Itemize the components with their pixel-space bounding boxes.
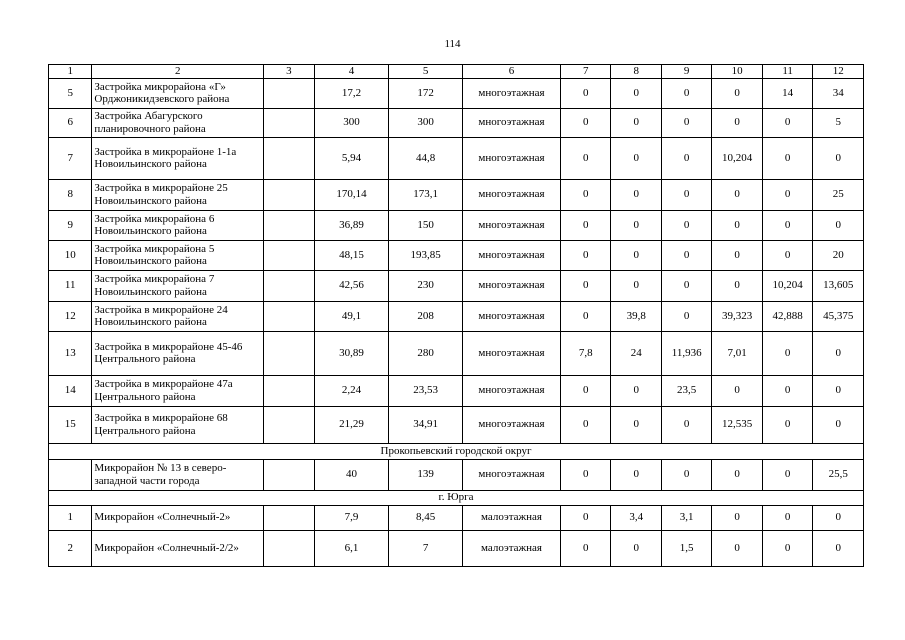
table-cell: 0 bbox=[762, 108, 812, 137]
table-cell: 45,375 bbox=[813, 301, 864, 331]
table-row bbox=[49, 78, 864, 108]
table-cell bbox=[264, 375, 314, 406]
table-cell: 0 bbox=[661, 406, 711, 443]
table-cell: 0 bbox=[712, 78, 762, 108]
table-cell: 0 bbox=[611, 375, 661, 406]
table-cell: 0 bbox=[560, 179, 610, 210]
header-cell: 5 bbox=[389, 65, 463, 79]
table-cell: 170,14 bbox=[314, 179, 389, 210]
table-cell: 3,1 bbox=[661, 505, 711, 530]
table-cell: 10,204 bbox=[712, 137, 762, 179]
table-cell: 0 bbox=[712, 530, 762, 566]
table-cell: 6,1 bbox=[314, 530, 389, 566]
table-cell: 0 bbox=[611, 406, 661, 443]
table-row bbox=[49, 375, 864, 406]
table-cell: 0 bbox=[611, 179, 661, 210]
table-cell bbox=[264, 108, 314, 137]
table-cell: 21,29 bbox=[314, 406, 389, 443]
table-cell: 5 bbox=[49, 78, 92, 108]
table-cell: 7,8 bbox=[560, 331, 610, 375]
table-cell: 15 bbox=[49, 406, 92, 443]
table-cell: 0 bbox=[661, 108, 711, 137]
name-cell: Застройка микрорайона 6 Новоильинского района bbox=[92, 210, 264, 240]
header-cell: 7 bbox=[560, 65, 610, 79]
name-cell: Микрорайон № 13 в северо-западной части города bbox=[92, 459, 264, 490]
table-cell: 0 bbox=[611, 530, 661, 566]
table-cell: многоэтажная bbox=[463, 179, 561, 210]
table-cell: многоэтажная bbox=[463, 78, 561, 108]
table-cell: 0 bbox=[560, 210, 610, 240]
header-cell: 2 bbox=[92, 65, 264, 79]
name-cell: Застройка микрорайона 7 Новоильинского района bbox=[92, 270, 264, 301]
table-cell: 0 bbox=[712, 210, 762, 240]
table-cell: 0 bbox=[560, 530, 610, 566]
table-cell: 12 bbox=[49, 301, 92, 331]
table-cell: 0 bbox=[762, 530, 812, 566]
table-cell: 0 bbox=[712, 505, 762, 530]
table-cell: 0 bbox=[560, 505, 610, 530]
table-cell: 0 bbox=[611, 270, 661, 301]
table-row bbox=[49, 331, 864, 375]
header-cell: 9 bbox=[661, 65, 711, 79]
table-cell: 7,01 bbox=[712, 331, 762, 375]
table-cell bbox=[264, 301, 314, 331]
table-cell: 150 bbox=[389, 210, 463, 240]
table-cell: 0 bbox=[560, 137, 610, 179]
table-cell: 0 bbox=[813, 505, 864, 530]
table-cell: 10 bbox=[49, 240, 92, 270]
header-cell: 4 bbox=[314, 65, 389, 79]
name-cell: Микрорайон «Солнечный-2/2» bbox=[92, 530, 264, 566]
section-title: г. Юрга bbox=[49, 490, 864, 505]
header-cell: 1 bbox=[49, 65, 92, 79]
table-cell: многоэтажная bbox=[463, 270, 561, 301]
table-cell: 25,5 bbox=[813, 459, 864, 490]
table-cell: 5,94 bbox=[314, 137, 389, 179]
table-cell: 0 bbox=[712, 375, 762, 406]
table-cell: 0 bbox=[762, 459, 812, 490]
table-row bbox=[49, 459, 864, 490]
table-cell: 0 bbox=[661, 301, 711, 331]
table-cell: 0 bbox=[560, 108, 610, 137]
header-cell: 10 bbox=[712, 65, 762, 79]
table-cell: 0 bbox=[712, 270, 762, 301]
table-cell: 20 bbox=[813, 240, 864, 270]
table-cell: 0 bbox=[813, 375, 864, 406]
table-cell: многоэтажная bbox=[463, 137, 561, 179]
table-cell: 34 bbox=[813, 78, 864, 108]
table-body bbox=[49, 65, 864, 567]
table-cell: 0 bbox=[661, 240, 711, 270]
table-cell: 0 bbox=[661, 137, 711, 179]
table-cell: 0 bbox=[813, 406, 864, 443]
table-cell: 7,9 bbox=[314, 505, 389, 530]
table-cell: 36,89 bbox=[314, 210, 389, 240]
table-row bbox=[49, 210, 864, 240]
table-cell: 44,8 bbox=[389, 137, 463, 179]
table-cell: 2,24 bbox=[314, 375, 389, 406]
table-cell: 0 bbox=[762, 179, 812, 210]
table-row bbox=[49, 179, 864, 210]
table-cell: 0 bbox=[560, 270, 610, 301]
table-cell: 0 bbox=[560, 301, 610, 331]
table-cell: 193,85 bbox=[389, 240, 463, 270]
table-row bbox=[49, 530, 864, 566]
table-cell: 0 bbox=[611, 78, 661, 108]
table-cell: 230 bbox=[389, 270, 463, 301]
table-cell: 13 bbox=[49, 331, 92, 375]
name-cell: Застройка в микрорайоне 25 Новоильинского района bbox=[92, 179, 264, 210]
table-cell: 17,2 bbox=[314, 78, 389, 108]
table-cell: 0 bbox=[712, 459, 762, 490]
table-cell: 0 bbox=[661, 459, 711, 490]
table-cell: 0 bbox=[560, 240, 610, 270]
header-row bbox=[49, 65, 864, 79]
table-cell: 0 bbox=[661, 78, 711, 108]
table-row bbox=[49, 137, 864, 179]
table-cell: многоэтажная bbox=[463, 406, 561, 443]
table-cell: 7 bbox=[49, 137, 92, 179]
table-cell: 25 bbox=[813, 179, 864, 210]
section-row bbox=[49, 443, 864, 459]
table-cell bbox=[264, 331, 314, 375]
table-cell: многоэтажная bbox=[463, 331, 561, 375]
table-cell: 0 bbox=[611, 459, 661, 490]
table-cell: многоэтажная bbox=[463, 108, 561, 137]
table-cell: 42,56 bbox=[314, 270, 389, 301]
name-cell: Застройка в микрорайоне 45-46 Центрального района bbox=[92, 331, 264, 375]
table-cell: 0 bbox=[560, 406, 610, 443]
table-cell: 0 bbox=[611, 108, 661, 137]
table-cell: 0 bbox=[661, 179, 711, 210]
table-cell: 300 bbox=[314, 108, 389, 137]
table-cell: 34,91 bbox=[389, 406, 463, 443]
table-cell: 139 bbox=[389, 459, 463, 490]
table-cell bbox=[264, 505, 314, 530]
header-cell: 6 bbox=[463, 65, 561, 79]
table-cell: 0 bbox=[762, 406, 812, 443]
table-cell: 11 bbox=[49, 270, 92, 301]
table-cell: 0 bbox=[762, 137, 812, 179]
table-cell: 5 bbox=[813, 108, 864, 137]
section-row bbox=[49, 490, 864, 505]
table-cell: многоэтажная bbox=[463, 375, 561, 406]
table-cell: 8,45 bbox=[389, 505, 463, 530]
table-cell: 7 bbox=[389, 530, 463, 566]
table-cell: 0 bbox=[813, 137, 864, 179]
name-cell: Застройка в микрорайоне 47а Центрального района bbox=[92, 375, 264, 406]
table-cell: 172 bbox=[389, 78, 463, 108]
table-cell: 0 bbox=[560, 375, 610, 406]
table-cell: 280 bbox=[389, 331, 463, 375]
table-cell: 0 bbox=[611, 240, 661, 270]
table-cell: 48,15 bbox=[314, 240, 389, 270]
section-title: Прокопьевский городской округ bbox=[49, 443, 864, 459]
table-cell: 208 bbox=[389, 301, 463, 331]
table-cell: 39,8 bbox=[611, 301, 661, 331]
table-cell: 0 bbox=[560, 459, 610, 490]
table-cell: 0 bbox=[813, 530, 864, 566]
table-cell: 0 bbox=[762, 210, 812, 240]
table-cell: 0 bbox=[762, 505, 812, 530]
table-cell: 0 bbox=[712, 108, 762, 137]
table-row bbox=[49, 406, 864, 443]
table-cell: многоэтажная bbox=[463, 301, 561, 331]
table-cell: 10,204 bbox=[762, 270, 812, 301]
table-row bbox=[49, 505, 864, 530]
table-cell: 1,5 bbox=[661, 530, 711, 566]
table-cell: многоэтажная bbox=[463, 459, 561, 490]
table-cell: 13,605 bbox=[813, 270, 864, 301]
table-cell: 24 bbox=[611, 331, 661, 375]
table-cell: 0 bbox=[661, 270, 711, 301]
table-cell: 0 bbox=[661, 210, 711, 240]
page-number: 114 bbox=[444, 38, 461, 50]
table-cell bbox=[264, 137, 314, 179]
table-cell: 8 bbox=[49, 179, 92, 210]
table-row bbox=[49, 270, 864, 301]
header-cell: 3 bbox=[264, 65, 314, 79]
name-cell: Застройка микрорайона «Г» Орджоникидзевского района bbox=[92, 78, 264, 108]
table-cell: 30,89 bbox=[314, 331, 389, 375]
name-cell: Застройка в микрорайоне 68 Центрального района bbox=[92, 406, 264, 443]
table-cell: 0 bbox=[712, 240, 762, 270]
table-cell: многоэтажная bbox=[463, 210, 561, 240]
name-cell: Застройка микрорайона 5 Новоильинского района bbox=[92, 240, 264, 270]
table-cell: 49,1 bbox=[314, 301, 389, 331]
name-cell: Застройка в микрорайоне 1-1а Новоильинского района bbox=[92, 137, 264, 179]
table-cell: 0 bbox=[762, 331, 812, 375]
header-cell: 8 bbox=[611, 65, 661, 79]
table-cell bbox=[264, 406, 314, 443]
header-cell: 11 bbox=[762, 65, 812, 79]
table-cell: 0 bbox=[762, 240, 812, 270]
table-cell: малоэтажная bbox=[463, 505, 561, 530]
table-cell: 0 bbox=[611, 137, 661, 179]
table-cell: 0 bbox=[762, 375, 812, 406]
table-cell bbox=[264, 530, 314, 566]
table-cell: 0 bbox=[611, 210, 661, 240]
table-cell: 23,53 bbox=[389, 375, 463, 406]
name-cell: Микрорайон «Солнечный-2» bbox=[92, 505, 264, 530]
table-cell: 173,1 bbox=[389, 179, 463, 210]
table-cell bbox=[49, 459, 92, 490]
table-cell: 11,936 bbox=[661, 331, 711, 375]
table-cell: 0 bbox=[560, 78, 610, 108]
header-cell: 12 bbox=[813, 65, 864, 79]
table-row bbox=[49, 240, 864, 270]
table-cell: многоэтажная bbox=[463, 240, 561, 270]
table-cell: 1 bbox=[49, 505, 92, 530]
table-cell: 0 bbox=[712, 179, 762, 210]
table-cell bbox=[264, 78, 314, 108]
table-cell bbox=[264, 270, 314, 301]
table-cell: 39,323 bbox=[712, 301, 762, 331]
table-cell bbox=[264, 210, 314, 240]
table-cell: малоэтажная bbox=[463, 530, 561, 566]
name-cell: Застройка Абагурского планировочного района bbox=[92, 108, 264, 137]
table-cell: 0 bbox=[813, 210, 864, 240]
table-cell: 0 bbox=[813, 331, 864, 375]
table-cell: 23,5 bbox=[661, 375, 711, 406]
table-row bbox=[49, 108, 864, 137]
table-cell: 14 bbox=[762, 78, 812, 108]
table-cell: 3,4 bbox=[611, 505, 661, 530]
table-row bbox=[49, 301, 864, 331]
housing-construction-table bbox=[48, 64, 864, 567]
table-cell: 6 bbox=[49, 108, 92, 137]
table-cell: 14 bbox=[49, 375, 92, 406]
table-cell: 9 bbox=[49, 210, 92, 240]
table-cell: 42,888 bbox=[762, 301, 812, 331]
table-cell bbox=[264, 240, 314, 270]
table-cell: 300 bbox=[389, 108, 463, 137]
name-cell: Застройка в микрорайоне 24 Новоильинского района bbox=[92, 301, 264, 331]
table-cell: 12,535 bbox=[712, 406, 762, 443]
table-cell bbox=[264, 179, 314, 210]
table-cell: 2 bbox=[49, 530, 92, 566]
table-cell: 40 bbox=[314, 459, 389, 490]
table-cell bbox=[264, 459, 314, 490]
